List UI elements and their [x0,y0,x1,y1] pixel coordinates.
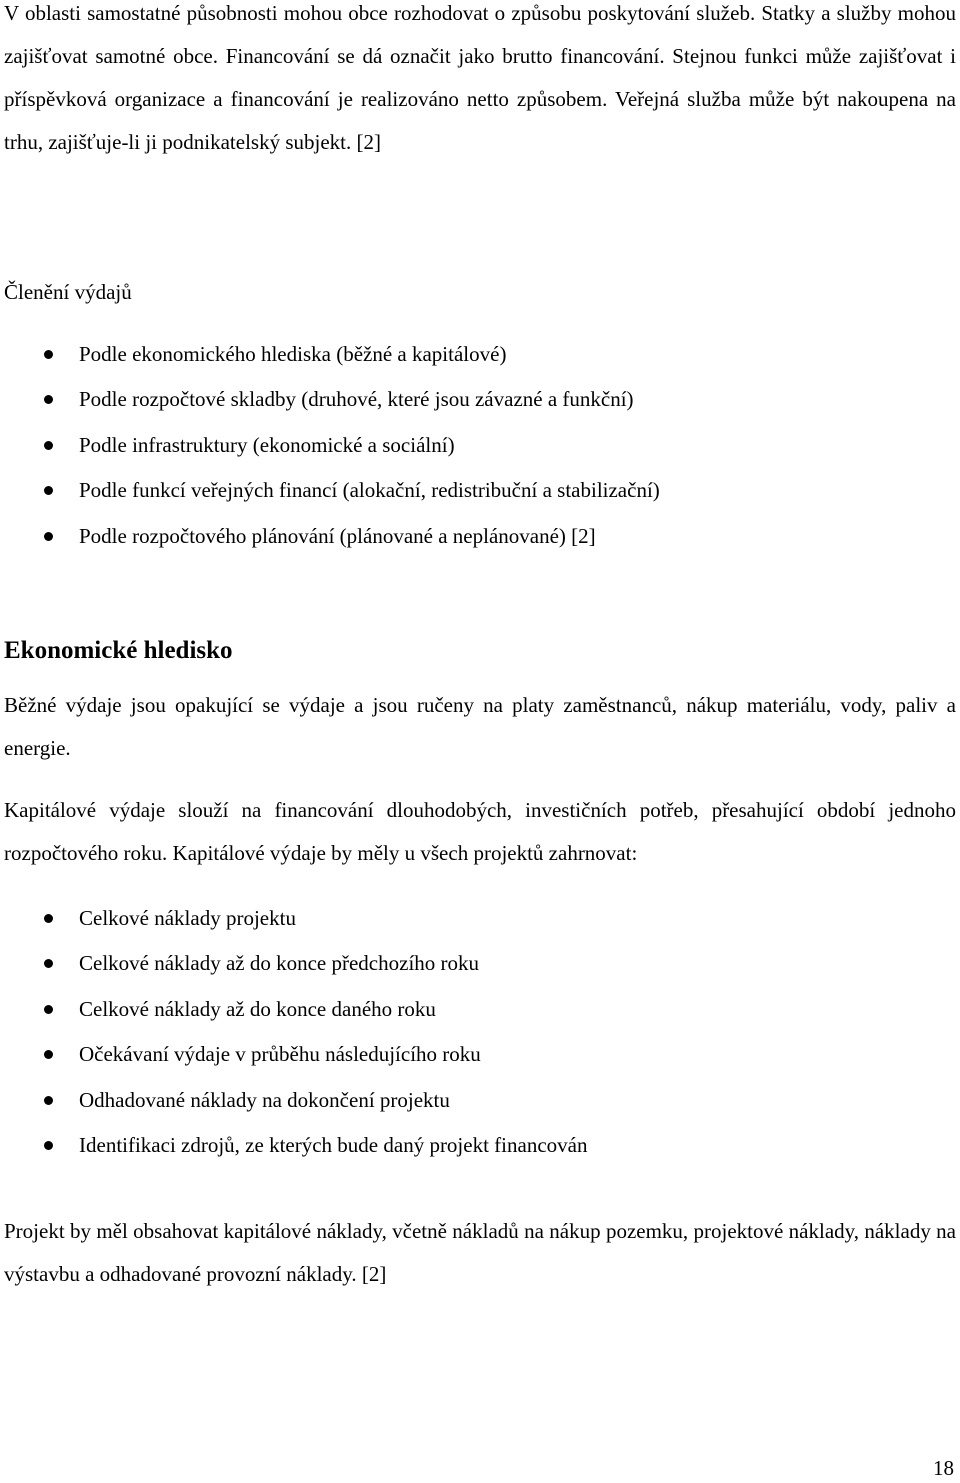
list-item [4,1078,956,1123]
bullet-icon [44,350,53,359]
list-item-text: Podle funkcí veřejných financí (alokační, redistribuční a stabilizační) [79,478,660,503]
list-item [4,941,956,986]
bullet-icon [44,1050,53,1059]
cleneni-list [4,332,956,559]
section-heading-ekonomicke: Ekonomické hledisko [4,637,233,664]
bullet-icon [44,486,53,495]
paragraph-projekt: Projekt by měl obsahovat kapitálové náklady, včetně nákladů na nákup pozemku, projektové náklady, náklady na výstavbu a odhadované provozní náklady. [2] [4,1219,956,1286]
list-item [4,468,956,513]
list-item [4,1123,956,1168]
list-item-text: Odhadované náklady na dokončení projektu [79,1087,450,1112]
paragraph-kapitalove-vydaje: Kapitálové výdaje slouží na financování dlouhodobých, investičních potřeb, přesahující období jednoho rozpočtového roku. Kapitálové výdaje by měly u všech projektů zahrnovat: [4,798,956,865]
list-item [4,423,956,468]
list-item [4,514,956,559]
list-item-text: Podle infrastruktury (ekonomické a sociální) [79,432,455,457]
bullet-icon [44,1005,53,1014]
list-item-text: Podle rozpočtové skladby (druhové, které jsou závazné a funkční) [79,387,634,412]
bullet-icon [44,395,53,404]
bullet-icon [44,1141,53,1150]
list-item-text: Celkové náklady až do konce předchozího roku [79,951,480,976]
kapitalove-vydaje-list [4,896,956,1168]
list-item-text: Podle rozpočtového plánování (plánované a neplánované) [2] [79,523,596,548]
list-item [4,1032,956,1077]
list-item [4,987,956,1032]
list-item [4,332,956,377]
list-item-text: Celkové náklady projektu [79,906,296,930]
bullet-icon [44,959,53,968]
page-number: 18 [933,1456,954,1480]
bullet-icon [44,914,53,923]
bullet-icon [44,532,53,541]
list-item-text: Podle ekonomického hlediska (běžné a kapitálové) [79,342,507,366]
list-item-text: Celkové náklady až do konce daného roku [79,996,436,1021]
intro-paragraph: V oblasti samostatné působnosti mohou obce rozhodovat o způsobu poskytování služeb. Statky a služby mohou zajišťovat samotné obce. Financování se dá označit jako brutto financování. Stejnou funkci může zajišťovat i příspěvková organizace a financování je realizováno netto způsobem. Veřejná služba může být nakoupena na trhu, zajišťuje-li ji podnikatelský subjekt. [2] [4,1,956,154]
bullet-icon [44,1096,53,1105]
paragraph-bezne-vydaje: Běžné výdaje jsou opakující se výdaje a jsou ručeny na platy zaměstnanců, nákup materiálu, vody, paliv a energie. [4,693,956,760]
list-item [4,377,956,422]
bullet-icon [44,441,53,450]
list-item [4,896,956,941]
section-heading-cleneni: Členění výdajů [4,280,132,304]
list-item-text: Očekávaní výdaje v průběhu následujícího roku [79,1042,481,1067]
list-item-text: Identifikaci zdrojů, ze kterých bude daný projekt financován [79,1132,588,1157]
